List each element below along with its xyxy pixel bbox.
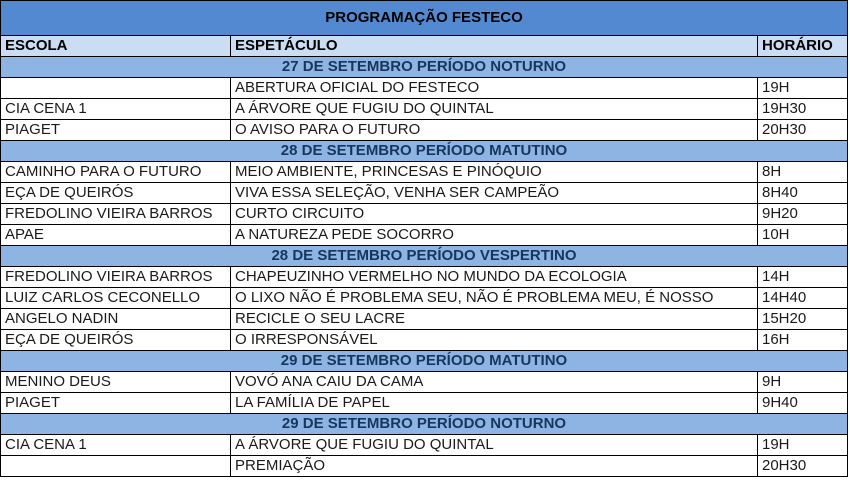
schedule-row <box>1 204 848 225</box>
section-row <box>1 57 848 78</box>
schedule-row <box>1 183 848 204</box>
schedule-row <box>1 78 848 99</box>
column-header-horario: HORÁRIO <box>758 36 848 57</box>
cell-espetaculo: O IRRESPONSÁVEL <box>231 330 758 351</box>
cell-horario: 8H <box>758 162 848 183</box>
cell-horario: 8H40 <box>758 183 848 204</box>
schedule-body <box>1 1 848 477</box>
section-label: 28 DE SETEMBRO PERÍODO VESPERTINO <box>1 246 848 267</box>
cell-espetaculo: RECICLE O SEU LACRE <box>231 309 758 330</box>
title-row <box>1 1 848 36</box>
schedule-row <box>1 162 848 183</box>
section-label: 27 DE SETEMBRO PERÍODO NOTURNO <box>1 57 848 78</box>
cell-espetaculo: A ÁRVORE QUE FUGIU DO QUINTAL <box>231 435 758 456</box>
page-title: PROGRAMAÇÃO FESTECO <box>1 1 848 36</box>
cell-espetaculo: ABERTURA OFICIAL DO FESTECO <box>231 78 758 99</box>
cell-horario: 15H20 <box>758 309 848 330</box>
cell-escola: PIAGET <box>1 393 231 414</box>
cell-espetaculo: CURTO CIRCUITO <box>231 204 758 225</box>
cell-espetaculo: A ÁRVORE QUE FUGIU DO QUINTAL <box>231 99 758 120</box>
cell-espetaculo: O LIXO NÃO É PROBLEMA SEU, NÃO É PROBLEMA MEU, É NOSSO <box>231 288 758 309</box>
schedule-row <box>1 456 848 477</box>
schedule-row <box>1 288 848 309</box>
column-header-escola: ESCOLA <box>1 36 231 57</box>
cell-escola: FREDOLINO VIEIRA BARROS <box>1 204 231 225</box>
cell-horario: 19H <box>758 78 848 99</box>
cell-horario: 14H <box>758 267 848 288</box>
schedule-row <box>1 435 848 456</box>
cell-horario: 19H30 <box>758 99 848 120</box>
cell-escola: CIA CENA 1 <box>1 99 231 120</box>
cell-horario: 19H <box>758 435 848 456</box>
section-row <box>1 351 848 372</box>
schedule-row <box>1 267 848 288</box>
cell-escola: MENINO DEUS <box>1 372 231 393</box>
cell-horario: 14H40 <box>758 288 848 309</box>
column-header-row <box>1 36 848 57</box>
cell-espetaculo: A NATUREZA PEDE SOCORRO <box>231 225 758 246</box>
schedule-row <box>1 99 848 120</box>
section-row <box>1 141 848 162</box>
cell-horario: 9H20 <box>758 204 848 225</box>
cell-horario: 9H <box>758 372 848 393</box>
cell-escola: LUIZ CARLOS CECONELLO <box>1 288 231 309</box>
cell-escola: FREDOLINO VIEIRA BARROS <box>1 267 231 288</box>
cell-horario: 20H30 <box>758 456 848 477</box>
cell-espetaculo: LA FAMÍLIA DE PAPEL <box>231 393 758 414</box>
section-row <box>1 414 848 435</box>
cell-escola: CIA CENA 1 <box>1 435 231 456</box>
cell-escola: EÇA DE QUEIRÓS <box>1 330 231 351</box>
schedule-row <box>1 330 848 351</box>
cell-espetaculo: CHAPEUZINHO VERMELHO NO MUNDO DA ECOLOGIA <box>231 267 758 288</box>
cell-escola: ANGELO NADIN <box>1 309 231 330</box>
column-header-espetaculo: ESPETÁCULO <box>231 36 758 57</box>
section-label: 29 DE SETEMBRO PERÍODO NOTURNO <box>1 414 848 435</box>
cell-espetaculo: VIVA ESSA SELEÇÃO, VENHA SER CAMPEÃO <box>231 183 758 204</box>
cell-escola: APAE <box>1 225 231 246</box>
section-row <box>1 246 848 267</box>
cell-espetaculo: PREMIAÇÃO <box>231 456 758 477</box>
cell-escola: CAMINHO PARA O FUTURO <box>1 162 231 183</box>
schedule-row <box>1 372 848 393</box>
cell-espetaculo: VOVÓ ANA CAIU DA CAMA <box>231 372 758 393</box>
cell-horario: 10H <box>758 225 848 246</box>
section-label: 29 DE SETEMBRO PERÍODO MATUTINO <box>1 351 848 372</box>
schedule-row <box>1 225 848 246</box>
cell-escola: EÇA DE QUEIRÓS <box>1 183 231 204</box>
cell-horario: 20H30 <box>758 120 848 141</box>
section-label: 28 DE SETEMBRO PERÍODO MATUTINO <box>1 141 848 162</box>
schedule-row <box>1 120 848 141</box>
cell-escola <box>1 456 231 477</box>
schedule-row <box>1 309 848 330</box>
cell-escola: PIAGET <box>1 120 231 141</box>
cell-horario: 9H40 <box>758 393 848 414</box>
cell-horario: 16H <box>758 330 848 351</box>
cell-escola <box>1 78 231 99</box>
schedule-row <box>1 393 848 414</box>
cell-espetaculo: O AVISO PARA O FUTURO <box>231 120 758 141</box>
cell-espetaculo: MEIO AMBIENTE, PRINCESAS E PINÓQUIO <box>231 162 758 183</box>
